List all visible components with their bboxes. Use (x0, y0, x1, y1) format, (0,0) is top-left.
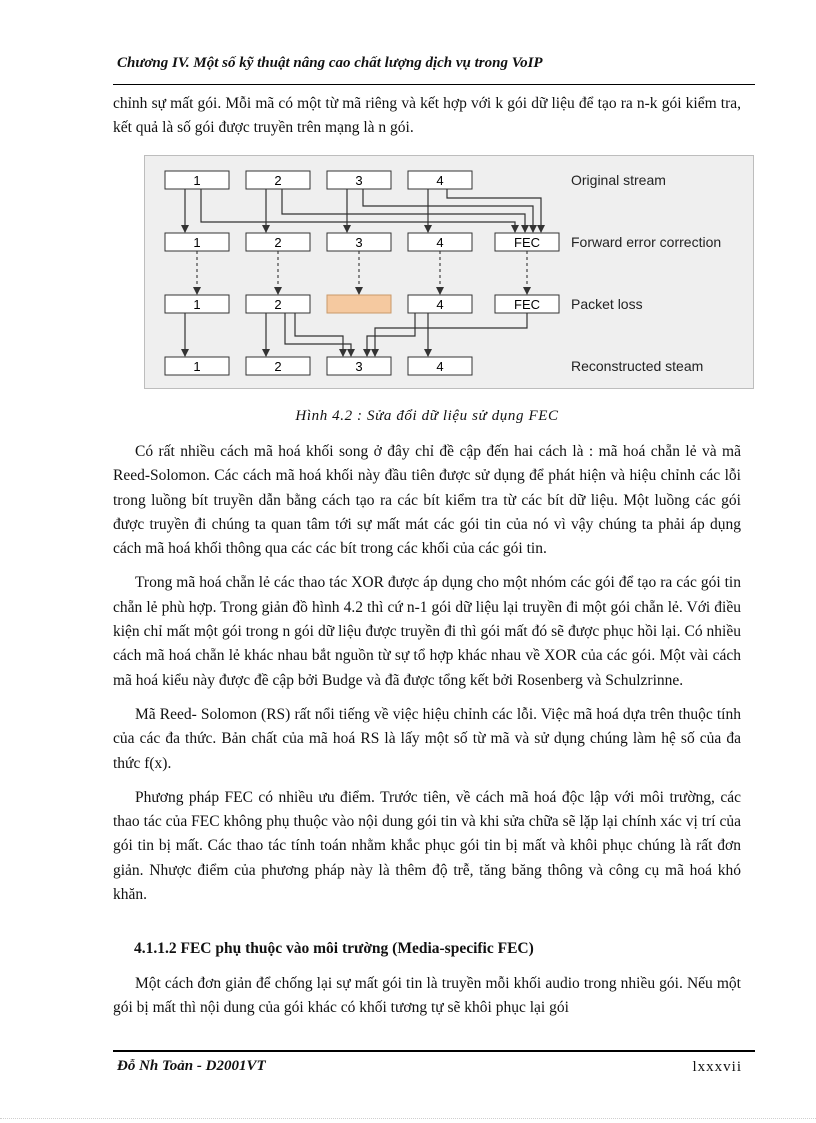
body-block-middle (113, 440, 741, 907)
lost-packet (327, 295, 391, 313)
loss-label-4: 4 (436, 297, 444, 312)
arrows-fec-to-loss (197, 251, 527, 294)
page-edge-dots (0, 1118, 816, 1119)
orig-label-1: 1 (193, 173, 201, 188)
rec-label-1: 1 (193, 359, 201, 374)
fec-label-1: 1 (193, 235, 201, 250)
fec-label-fec: FEC (514, 235, 540, 250)
orig-label-4: 4 (436, 173, 444, 188)
fec-label-4: 4 (436, 235, 444, 250)
label-original-stream: Original stream (571, 172, 666, 188)
label-reconstructed-stream: Reconstructed steam (571, 358, 704, 374)
arrows-loss-to-reconstructed (185, 313, 527, 356)
loss-label-fec: FEC (514, 297, 540, 312)
orig-label-2: 2 (274, 173, 282, 188)
fec-diagram (144, 155, 754, 389)
label-packet-loss: Packet loss (571, 296, 643, 312)
rec-label-3: 3 (355, 359, 363, 374)
rec-label-4: 4 (436, 359, 444, 374)
paragraph-2: Trong mã hoá chẵn lẻ các thao tác XOR được áp dụng cho một nhóm các gói để tạo ra các gói tin chẵn lẻ phù hợp. Trong giản đồ hình 4.2 thì cứ n-1 gói dữ liệu lại truyền đi một gói chẵn lẻ. Với điều kiện chỉ mất một gói trong n gói dữ liệu được truyền đi thì gói mất đó sẽ được phục hồi lại. Có nhiều cách mã hoá chẵn lẻ khác nhau bắt nguồn từ sự tổ hợp khác nhau về XOR của các gói. Một vài cách mã hoá kiểu này được đề cập bởi Budge và đã được tổng kết bởi Rosenberg và Schulzrinne. (113, 574, 741, 689)
running-header: Chương IV. Một số kỹ thuật nâng cao chất lượng dịch vụ trong VoIP (117, 55, 543, 71)
header-rule (113, 84, 755, 85)
orig-label-3: 3 (355, 173, 363, 188)
page-number: lxxxvii (692, 1059, 742, 1075)
section-heading: 4.1.1.2 FEC phụ thuộc vào môi trường (Media-specific FEC) (134, 940, 534, 957)
row-original (165, 171, 666, 189)
loss-label-1: 1 (193, 297, 201, 312)
label-forward-error-correction: Forward error correction (571, 234, 722, 250)
rec-label-2: 2 (274, 359, 282, 374)
fec-label-2: 2 (274, 235, 282, 250)
row-packet-loss (165, 295, 643, 313)
row-fec (165, 233, 721, 251)
paragraph-5: Một cách đơn giản để chống lại sự mất gói tin là truyền mỗi khối audio trong nhiều gói. Nếu một gói bị mất thì nội dung của gói khác có khối tương tự sẽ khôi phục lại gói (113, 975, 741, 1017)
figure-caption: Hình 4.2 : Sửa đổi dữ liệu sử dụng FEC (295, 408, 559, 424)
arrows-original-to-fec (185, 189, 541, 232)
loss-label-2: 2 (274, 297, 282, 312)
fec-label-3: 3 (355, 235, 363, 250)
footer-author: Đỗ Nh Toản - D2001VT (117, 1058, 266, 1074)
row-reconstructed (165, 357, 703, 375)
footer-rule (113, 1050, 755, 1052)
paragraph-0: chỉnh sự mất gói. Mỗi mã có một từ mã riêng và kết hợp với k gói dữ liệu để tạo ra n-k gói kiểm tra, kết quả là số gói được truyền trên mạng là n gói. (113, 95, 741, 137)
paragraph-3: Mã Reed- Solomon (RS) rất nổi tiếng về việc hiệu chỉnh các lỗi. Việc mã hoá dựa trên thuộc tính của các đa thức. Bản chất của mã hoá RS là lấy một số từ mã và sử dụng chúng làm hệ số của đa thức f(x). (113, 705, 741, 772)
body-block-bottom (113, 972, 741, 1021)
paragraph-1: Có rất nhiều cách mã hoá khối song ở đây chỉ đề cập đến hai cách là : mã hoá chẵn lẻ và mã Reed-Solomon. Các cách mã hoá khối này đầu tiên được sử dụng để phát hiện và hiệu chỉnh các lỗi trong luồng bít truyền dẫn bằng cách tạo ra các bít kiểm tra từ các bít dữ liệu. Một luồng các gói được truyền đi chúng ta quan tâm tới sự mất mát các gói tin của nó vì vậy chúng ta phải áp dụng cách mã hoá khối thông qua các các bít trong các khối của các gói tin. (113, 443, 741, 558)
paragraph-4: Phương pháp FEC có nhiều ưu điểm. Trước tiên, về cách mã hoá độc lập với môi trường, các thao tác của FEC không phụ thuộc vào nội dung gói tin và khi sửa chữa sẽ lặp lại chính xác vị trí của gói tin bị mất. Các thao tác tính toán nhằm khắc phục gói tin bị mất và khôi phục chúng là rất đơn giản. Nhược điểm của phương pháp này là thêm độ trễ, tăng băng thông và công cụ mã hoá khó khăn. (113, 788, 741, 904)
body-block-top (113, 92, 741, 141)
